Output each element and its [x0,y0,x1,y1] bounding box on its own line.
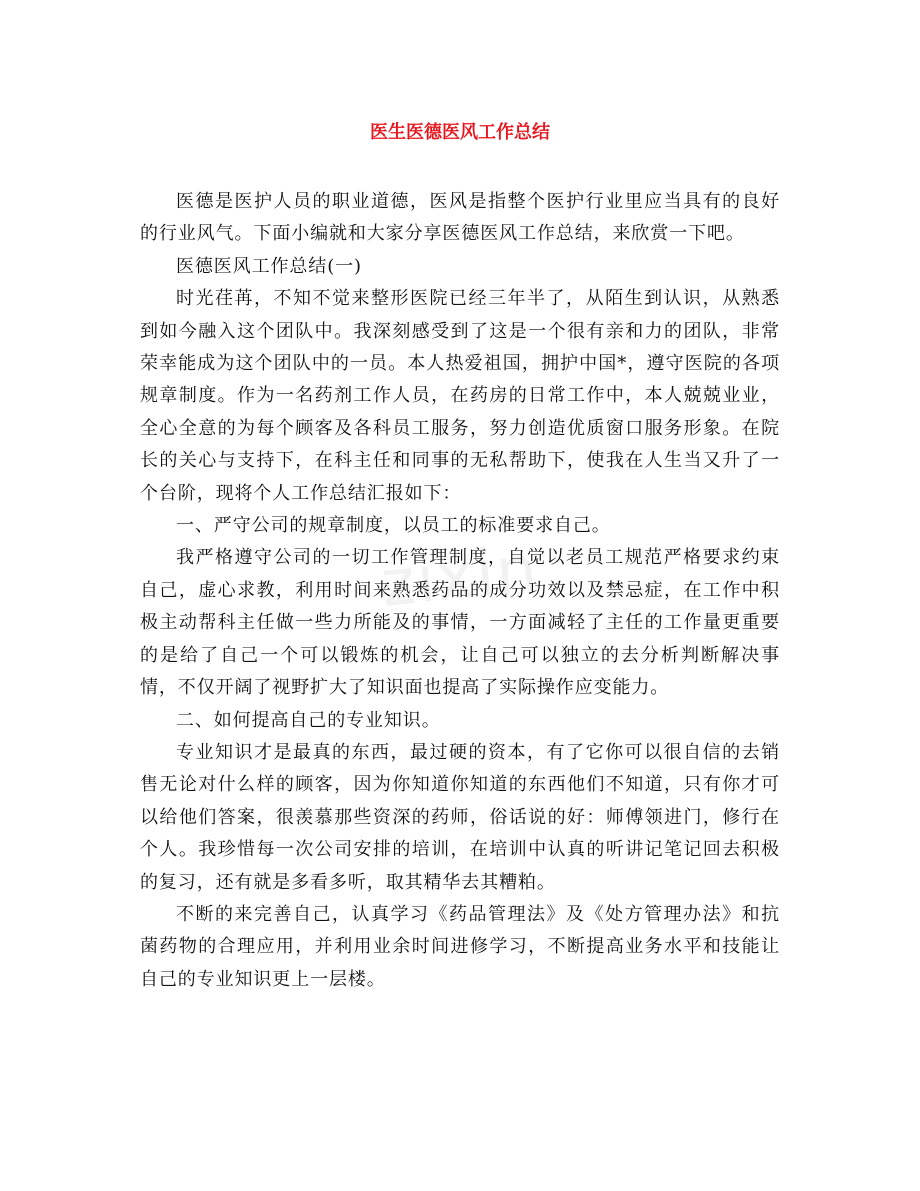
section-heading: 一、严守公司的规章制度，以员工的标准要求自己。 [176,515,611,537]
intro-paragraph: 医德是医护人员的职业道德，医风是指整个医护行业里应当具有的良好的行业风气。下面小编就和大家分享医德医风工作总结，来欣赏一下吧。 [140,191,780,245]
body-paragraph: 我严格遵守公司的一切工作管理制度，自觉以老员工规范严格要求约束自己，虚心求教，利用时间来熟悉药品的成分功效以及禁忌症，在工作中积极主动帮科主任做一些力所能及的事情，一方面减轻了主任的工作量更重要的是给了自己一个可以锻炼的机会，让自己可以独立的去分析判断解决事情，不仅开阔了视野扩大了知识面也提高了实际操作应变能力。 [140,547,780,699]
section-heading: 二、如何提高自己的专业知识。 [176,709,441,731]
document-title: 医生医德医风工作总结 [370,122,550,143]
section-heading: 医德医风工作总结(一) [176,255,362,277]
watermark: zixin [377,531,543,623]
body-paragraph: 专业知识才是最真的东西，最过硬的资本，有了它你可以很自信的去销售无论对什么样的顾客，因为你知道你知道的东西他们不知道，只有你才可以给他们答案，很羡慕那些资深的药师，俗话说的好：师傅领进门，修行在个人。我珍惜每一次公司安排的培训，在培训中认真的听讲记笔记回去积极的复习，还有就是多看多听，取其精华去其糟粕。 [140,741,780,893]
body-paragraph: 时光荏苒，不知不觉来整形医院已经三年半了，从陌生到认识，从熟悉到如今融入这个团队中。我深刻感受到了这是一个很有亲和力的团队，非常荣幸能成为这个团队中的一员。本人热爱祖国，拥护中国*，遵守医院的各项规章制度。作为一名药剂工作人员，在药房的日常工作中，本人兢兢业业，全心全意的为每个顾客及各科员工服务，努力创造优质窗口服务形象。在院长的关心与支持下，在科主任和同事的无私帮助下，使我在人生当又升了一个台阶，现将个人工作总结汇报如下： [140,288,780,504]
document-body [140,186,780,996]
body-paragraph: 不断的来完善自己，认真学习《药品管理法》及《处方管理办法》和抗菌药物的合理应用，并利用业余时间进修学习，不断提高业务水平和技能让自己的专业知识更上一层楼。 [140,903,780,990]
